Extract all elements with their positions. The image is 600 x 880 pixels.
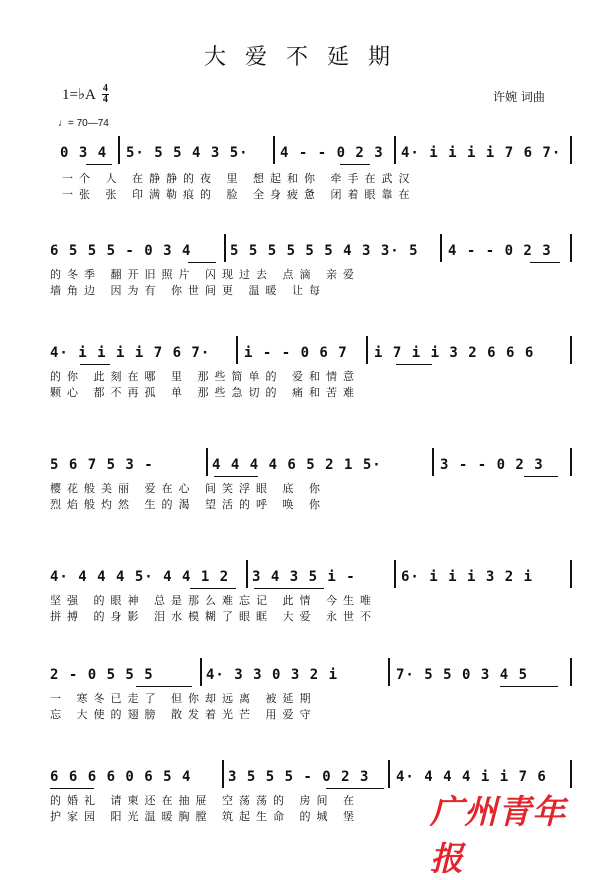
- bar-line: [570, 760, 572, 788]
- notation-line: [0, 142, 600, 164]
- bar-line: [388, 760, 390, 788]
- page-title: 大 爱 不 延 期: [204, 45, 396, 70]
- notation-line: [0, 566, 600, 588]
- bar-line: [224, 234, 226, 262]
- measure-group: 3 4 3 5 i -: [252, 569, 356, 585]
- measure-group: 3 5 5 5 - 0 2 3: [228, 769, 370, 785]
- credits: 许婉 词曲: [493, 90, 545, 104]
- beam-line: [500, 686, 558, 687]
- measure-group: i 7 i i 3 2 6 6 6: [374, 345, 535, 361]
- measure-group: 4· 3 3 0 3 2 i: [206, 667, 339, 683]
- measure-group: i - - 0 6 7: [244, 345, 348, 361]
- bar-line: [222, 760, 224, 788]
- bar-line: [118, 136, 120, 164]
- measure-group: 7· 5 5 0 3 4 5: [396, 667, 529, 683]
- beam-line: [50, 788, 94, 789]
- measure-group: 4 - - 0 2 3: [280, 145, 384, 161]
- beam-line: [188, 262, 216, 263]
- beam-line: [340, 164, 370, 165]
- score-row-4: [0, 454, 600, 564]
- bar-line: [570, 234, 572, 262]
- measure-group: 4· i i i i 7 6 7·: [401, 145, 562, 161]
- lyric-text: 忘 大使的翅膀 散发着光芒 用爱守: [50, 708, 317, 721]
- lyric-line-2: [0, 284, 600, 298]
- time-signature: [102, 84, 109, 105]
- bar-line: [570, 136, 572, 164]
- score-row-6: [0, 664, 600, 774]
- notation-line: [0, 342, 600, 364]
- beam-line: [396, 364, 432, 365]
- lyric-line-1: [0, 268, 600, 282]
- time-signature-top: 4: [102, 83, 108, 94]
- lyric-line-1: [0, 594, 600, 608]
- notation-line: [0, 240, 600, 262]
- bar-line: [570, 448, 572, 476]
- lyric-line-1: [0, 692, 600, 706]
- lyric-text: 樱花般美丽 爱在心 间笑浮眼 底 你: [50, 482, 326, 495]
- key-label: 1=♭A: [62, 87, 96, 103]
- score-row-3: [0, 342, 600, 452]
- lyric-text: 坚强 的眼神 总是那么难忘记 此情 今生唯: [50, 594, 377, 607]
- measure-group: 3 - - 0 2 3: [440, 457, 544, 473]
- bar-line: [200, 658, 202, 686]
- bar-line: [570, 658, 572, 686]
- lyric-line-2: [0, 610, 600, 624]
- bar-line: [394, 560, 396, 588]
- measure-group: 5· 5 5 4 3 5·: [126, 145, 249, 161]
- lyric-text: 一张 张 印满勒痕的 脸 全身疲惫 闭着眼靠在: [62, 188, 416, 201]
- bar-line: [570, 336, 572, 364]
- measure-group: 4 4 4 4 6 5 2 1 5·: [212, 457, 382, 473]
- notation-line: [0, 664, 600, 686]
- lyric-text: 墙角边 因为有 你世间更 温暖 让每: [50, 284, 326, 297]
- measure-group: 5 6 7 5 3 -: [50, 457, 154, 473]
- beam-line: [136, 686, 192, 687]
- beam-line: [190, 588, 236, 589]
- time-signature-bottom: 4: [102, 94, 108, 105]
- measure-group: 4· 4 4 4 5· 4 4 1 2: [50, 569, 230, 585]
- measure-group: 5 5 5 5 5 5 4 3 3· 5: [230, 243, 419, 259]
- bar-line: [366, 336, 368, 364]
- lyric-text: 的冬季 翻开旧照片 闪现过去 点滴 亲爱: [50, 268, 360, 281]
- key-signature: [62, 84, 109, 105]
- bar-line: [236, 336, 238, 364]
- lyric-text: 一 寒冬已走了 但你却远离 被延期: [50, 692, 317, 705]
- bar-line: [432, 448, 434, 476]
- measure-group: 6 5 5 5 - 0 3 4: [50, 243, 192, 259]
- score-row-2: [0, 240, 600, 350]
- lyric-line-1: [0, 482, 600, 496]
- measure-group: 6· i i i 3 2 i: [401, 569, 534, 585]
- bar-line: [206, 448, 208, 476]
- measure-group: 4 - - 0 2 3: [448, 243, 552, 259]
- lyric-text: 的婚礼 请柬还在抽屉 空荡荡的 房间 在: [50, 794, 360, 807]
- measure-group: 4· i i i i 7 6 7·: [50, 345, 211, 361]
- lyric-line-1: [0, 172, 600, 186]
- measure-group: 0 3 4: [60, 145, 108, 161]
- beam-line: [254, 588, 324, 589]
- beam-line: [86, 164, 112, 165]
- score-row-1: [0, 142, 600, 252]
- beam-line: [214, 476, 258, 477]
- bar-line: [394, 136, 396, 164]
- lyric-line-2: [0, 386, 600, 400]
- lyric-text: 烈焰般灼然 生的渴 望活的呼 唤 你: [50, 498, 326, 511]
- lyric-line-2: [0, 188, 600, 202]
- bar-line: [570, 560, 572, 588]
- score-row-5: [0, 566, 600, 676]
- measure-group: 4· 4 4 4 i i 7 6: [396, 769, 547, 785]
- beam-line: [530, 262, 560, 263]
- lyric-text: 护家园 阳光温暖胸膛 筑起生命 的城 堡: [50, 810, 360, 823]
- bar-line: [388, 658, 390, 686]
- beam-line: [326, 788, 384, 789]
- lyric-text: 的你 此刻在哪 里 那些简单的 爱和情意: [50, 370, 360, 383]
- lyric-text: 拼搏 的身影 泪水模糊了眼眶 大爱 永世不: [50, 610, 377, 623]
- lyric-line-2: [0, 708, 600, 722]
- beam-line: [524, 476, 558, 477]
- bar-line: [246, 560, 248, 588]
- measure-group: 2 - 0 5 5 5: [50, 667, 154, 683]
- bar-line: [440, 234, 442, 262]
- lyric-line-1: [0, 370, 600, 384]
- lyric-text: 一个 人 在静静的夜 里 想起和你 牵手在武汉: [62, 172, 416, 185]
- beam-line: [80, 364, 110, 365]
- bar-line: [273, 136, 275, 164]
- measure-group: 6 6 6 6 0 6 5 4: [50, 769, 192, 785]
- newspaper-watermark: 广州青年报: [430, 792, 566, 878]
- lyric-text: 颗心 都不再孤 单 那些急切的 痛和苦难: [50, 386, 360, 399]
- notation-line: [0, 454, 600, 476]
- notation-line: [0, 766, 600, 788]
- tempo-marking: ♩= 70—74: [58, 118, 109, 129]
- lyric-line-2: [0, 498, 600, 512]
